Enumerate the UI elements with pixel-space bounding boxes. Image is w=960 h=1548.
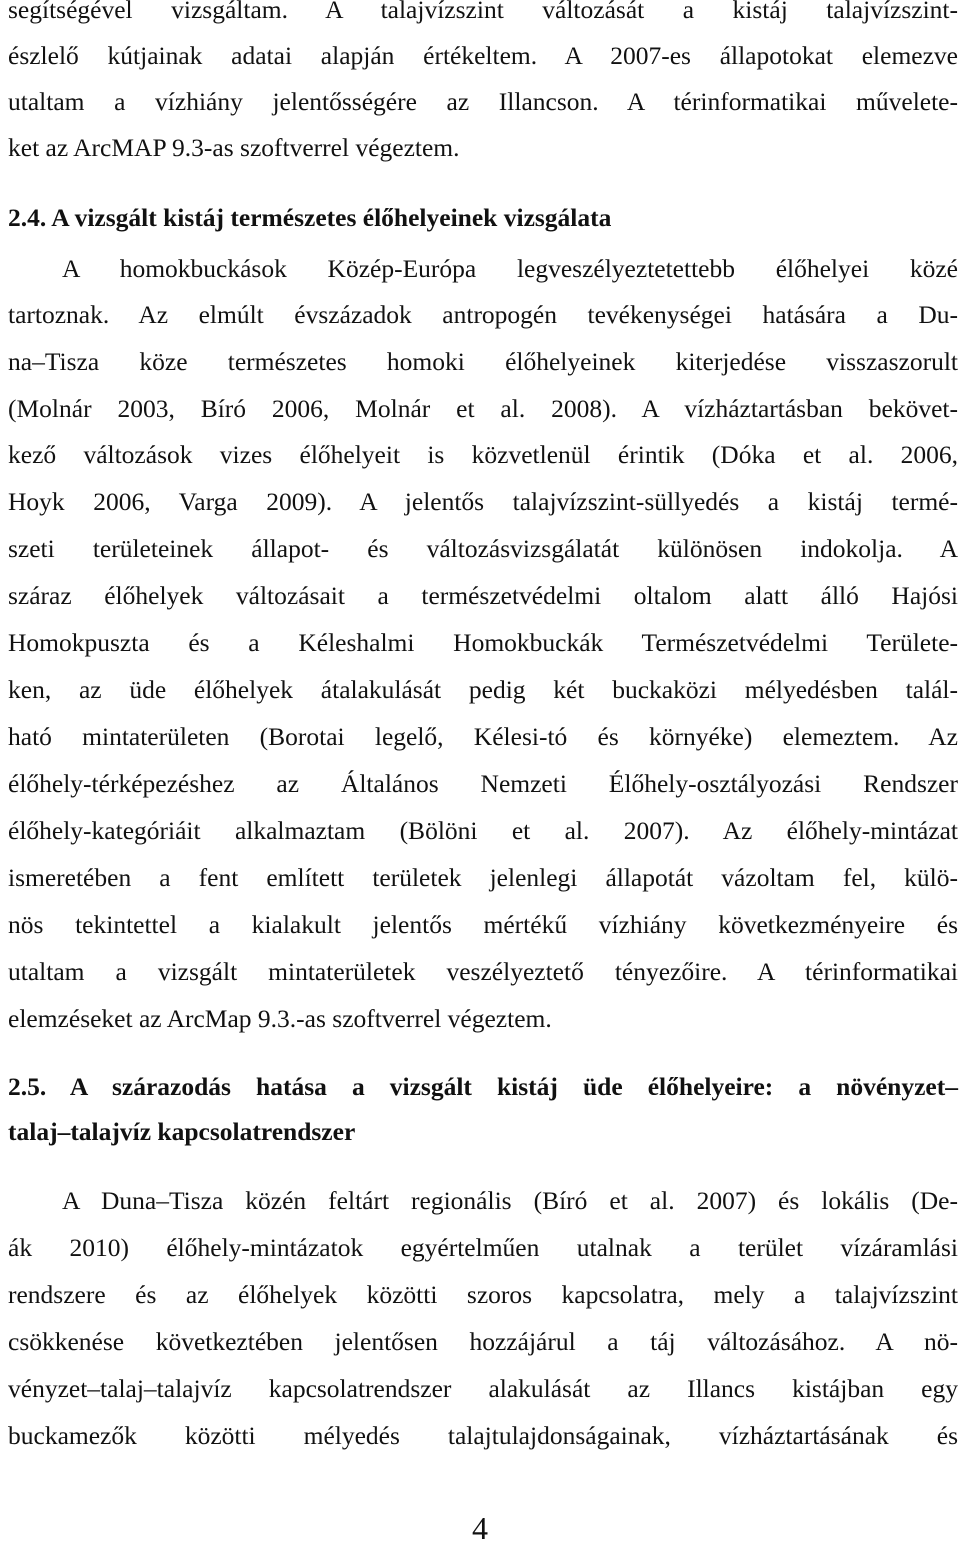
paragraph-line: na–Tisza köze természetes homoki élőhelyeinek kiterjedése visszaszorult: [8, 347, 958, 376]
paragraph-line: szeti területeinek állapot- és változásvizsgálatát különösen indokolja. A: [8, 534, 958, 563]
paragraph-line: élőhely-térképezéshez az Általános Nemzeti Élőhely-osztályozási Rendszer: [8, 769, 958, 798]
paragraph-line: észlelő kútjainak adatai alapján értékeltem. A 2007-es állapotokat elemezve: [8, 41, 958, 70]
paragraph-line: élőhely-kategóriáit alkalmaztam (Bölöni et al. 2007). Az élőhely-mintázat: [8, 816, 958, 845]
paragraph-line: ható mintaterületen (Borotai legelő, Kélesi-tó és környéke) elemeztem. Az: [8, 722, 958, 751]
paragraph-line: kező változások vizes élőhelyeit is közvetlenül érintik (Dóka et al. 2006,: [8, 440, 958, 469]
paragraph-line: utaltam a vizsgált mintaterületek veszélyeztető tényezőire. A térinformatikai: [8, 957, 958, 986]
paragraph-line: Homokpuszta és a Kéleshalmi Homokbuckák Természetvédelmi Területe-: [8, 628, 958, 657]
paragraph-line: ket az ArcMAP 9.3-as szoftverrel végeztem.: [8, 133, 460, 162]
page-number: 4: [472, 1510, 488, 1546]
paragraph-line: ák 2010) élőhely-mintázatok egyértelműen utalnak a terület vízáramlási: [8, 1233, 958, 1262]
paragraph-line: ismeretében a fent említett területek jelenlegi állapotát vázoltam fel, külö-: [8, 863, 958, 892]
paragraph-line: Hoyk 2006, Varga 2009). A jelentős talajvízszint-süllyedés a kistáj termé-: [8, 487, 958, 516]
paragraph-line: buckamezők közötti mélyedés talajtulajdonságainak, vízháztartásának és: [8, 1421, 958, 1450]
paragraph-line: segítségével vizsgáltam. A talajvízszint változását a kistáj talajvízszint-: [8, 0, 958, 24]
paragraph-line: tartoznak. Az elmúlt évszázadok antropogén tevékenységei hatására a Du-: [8, 300, 958, 329]
paragraph-line: A Duna–Tisza közén feltárt regionális (Bíró et al. 2007) és lokális (De-: [62, 1186, 958, 1215]
paragraph-line: nös tekintettel a kialakult jelentős mértékű vízhiány következményeire és: [8, 910, 958, 939]
paragraph-line: utaltam a vízhiány jelentősségére az Illancson. A térinformatikai művelete-: [8, 87, 958, 116]
paragraph-line: csökkenése következtében jelentősen hozzájárul a táj változásához. A nö-: [8, 1327, 958, 1356]
section-heading-2-5: 2.5. A szárazodás hatása a vizsgált kistáj üde élőhelyeire: a növényzet–: [8, 1072, 958, 1101]
paragraph-line: A homokbuckások Közép-Európa legveszélyeztetettebb élőhelyei közé: [62, 254, 958, 283]
paragraph-line: ken, az üde élőhelyek átalakulását pedig két buckaközi mélyedésben talál-: [8, 675, 958, 704]
section-heading-2-4: 2.4. A vizsgált kistáj természetes élőhelyeinek vizsgálata: [8, 203, 612, 232]
paragraph-line: (Molnár 2003, Bíró 2006, Molnár et al. 2008). A vízháztartásban bekövet-: [8, 394, 958, 423]
paragraph-line: elemzéseket az ArcMap 9.3.-as szoftverrel végeztem.: [8, 1004, 552, 1033]
paragraph-line: száraz élőhelyek változásait a természetvédelmi oltalom alatt álló Hajósi: [8, 581, 958, 610]
paragraph-line: rendszere és az élőhelyek közötti szoros kapcsolatra, mely a talajvízszint: [8, 1280, 958, 1309]
paragraph-line: vényzet–talaj–talajvíz kapcsolatrendszer alakulását az Illancs kistájban egy: [8, 1374, 958, 1403]
section-heading-2-5-continued: talaj–talajvíz kapcsolatrendszer: [8, 1117, 356, 1146]
